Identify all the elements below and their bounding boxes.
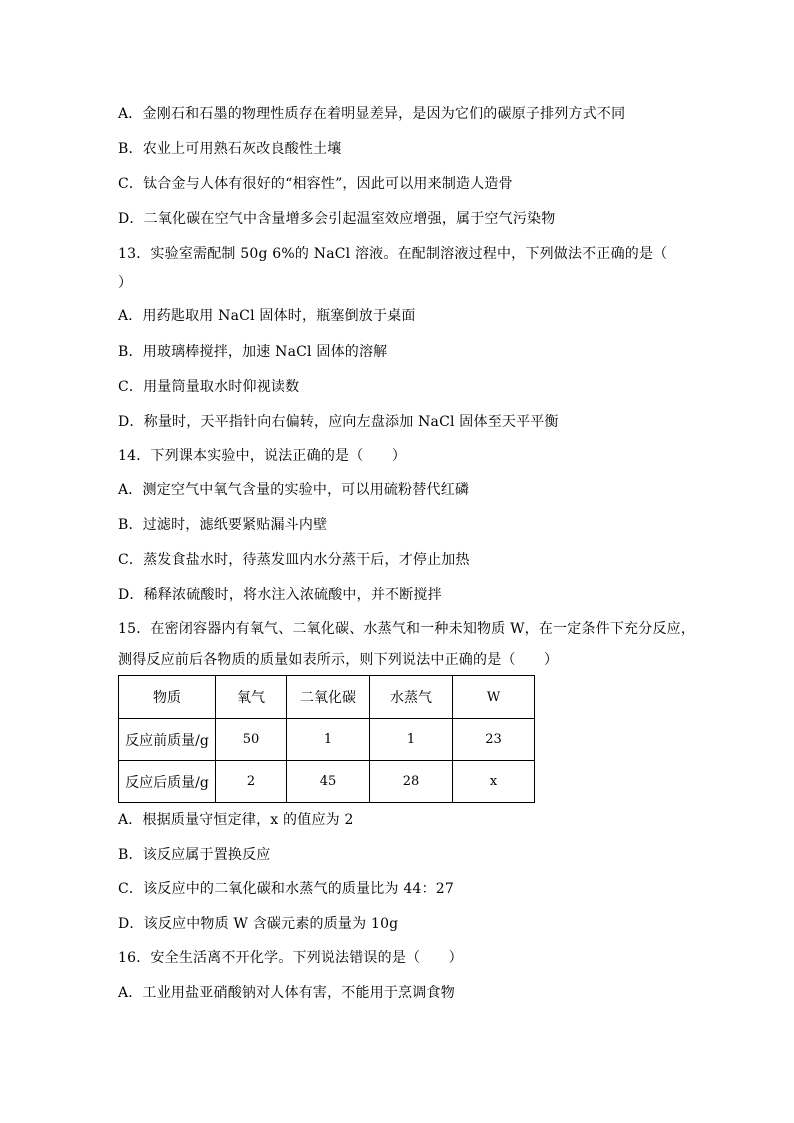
q13-option-d: D．称量时，天平指针向右偏转，应向左盘添加 NaCl 固体至天平平衡 bbox=[118, 414, 559, 430]
table-header-row bbox=[119, 676, 535, 719]
q13-option-c: C．用量筒量取水时仰视读数 bbox=[118, 379, 300, 395]
table-cell: 1 bbox=[287, 719, 370, 761]
table-cell: 50 bbox=[216, 719, 287, 761]
mass-data-table bbox=[118, 675, 535, 803]
table-row bbox=[119, 761, 535, 803]
q14-stem: 14．下列课本实验中，说法正确的是（ ） bbox=[118, 448, 407, 464]
q15-option-c: C．该反应中的二氧化碳和水蒸气的质量比为 44：27 bbox=[118, 881, 454, 897]
table-cell: 28 bbox=[370, 761, 453, 803]
q16-option-a: A．工业用盐亚硝酸钠对人体有害，不能用于烹调食物 bbox=[118, 985, 455, 1001]
q15-stem-line2: 测得反应前后各物质的质量如表所示，则下列说法中正确的是（ ） bbox=[118, 652, 559, 668]
q15-option-a: A．根据质量守恒定律，x 的值应为 2 bbox=[118, 812, 354, 828]
table-row bbox=[119, 719, 535, 761]
q15-option-b: B．该反应属于置换反应 bbox=[118, 847, 271, 863]
q14-option-c: C．蒸发食盐水时，待蒸发皿内水分蒸干后，才停止加热 bbox=[118, 552, 470, 568]
q14-option-a: A．测定空气中氧气含量的实验中，可以用硫粉替代红磷 bbox=[118, 482, 470, 498]
table-header-cell: 物质 bbox=[119, 676, 216, 719]
q16-stem: 16．安全生活离不开化学。下列说法错误的是（ ） bbox=[118, 950, 463, 966]
table-header-cell: 氧气 bbox=[216, 676, 287, 719]
q14-option-d: D．稀释浓硫酸时，将水注入浓硫酸中，并不断搅拌 bbox=[118, 587, 442, 603]
table-header-cell: 水蒸气 bbox=[370, 676, 453, 719]
table-cell: 23 bbox=[453, 719, 535, 761]
table-cell: 1 bbox=[370, 719, 453, 761]
table-cell: 反应前质量/g bbox=[119, 719, 216, 761]
table-header-cell: W bbox=[453, 676, 535, 719]
q13-stem-line2: ） bbox=[118, 275, 133, 291]
table-cell: 反应后质量/g bbox=[119, 761, 216, 803]
q13-option-b: B．用玻璃棒搅拌，加速 NaCl 固体的溶解 bbox=[118, 344, 388, 360]
q12-option-b: B．农业上可用熟石灰改良酸性土壤 bbox=[118, 141, 342, 157]
table-cell: 45 bbox=[287, 761, 370, 803]
table-header-cell: 二氧化碳 bbox=[287, 676, 370, 719]
table-cell: 2 bbox=[216, 761, 287, 803]
q15-option-d: D．该反应中物质 W 含碳元素的质量为 10g bbox=[118, 916, 399, 932]
table-cell: x bbox=[453, 761, 535, 803]
q12-option-c: C．钛合金与人体有很好的“相容性”，因此可以用来制造人造骨 bbox=[118, 176, 513, 192]
q13-stem-line1: 13．实验室需配制 50g 6%的 NaCl 溶液。在配制溶液过程中，下列做法不正确的是（ bbox=[118, 246, 668, 262]
q12-option-d: D．二氧化碳在空气中含量增多会引起温室效应增强，属于空气污染物 bbox=[118, 211, 556, 227]
q13-option-a: A．用药匙取用 NaCl 固体时，瓶塞倒放于桌面 bbox=[118, 308, 416, 324]
q15-stem-line1: 15．在密闭容器内有氧气、二氧化碳、水蒸气和一种未知物质 W，在一定条件下充分反应， bbox=[118, 621, 696, 637]
q12-option-a: A．金刚石和石墨的物理性质存在着明显差异，是因为它们的碳原子排列方式不同 bbox=[118, 106, 626, 122]
q14-option-b: B．过滤时，滤纸要紧贴漏斗内壁 bbox=[118, 517, 328, 533]
